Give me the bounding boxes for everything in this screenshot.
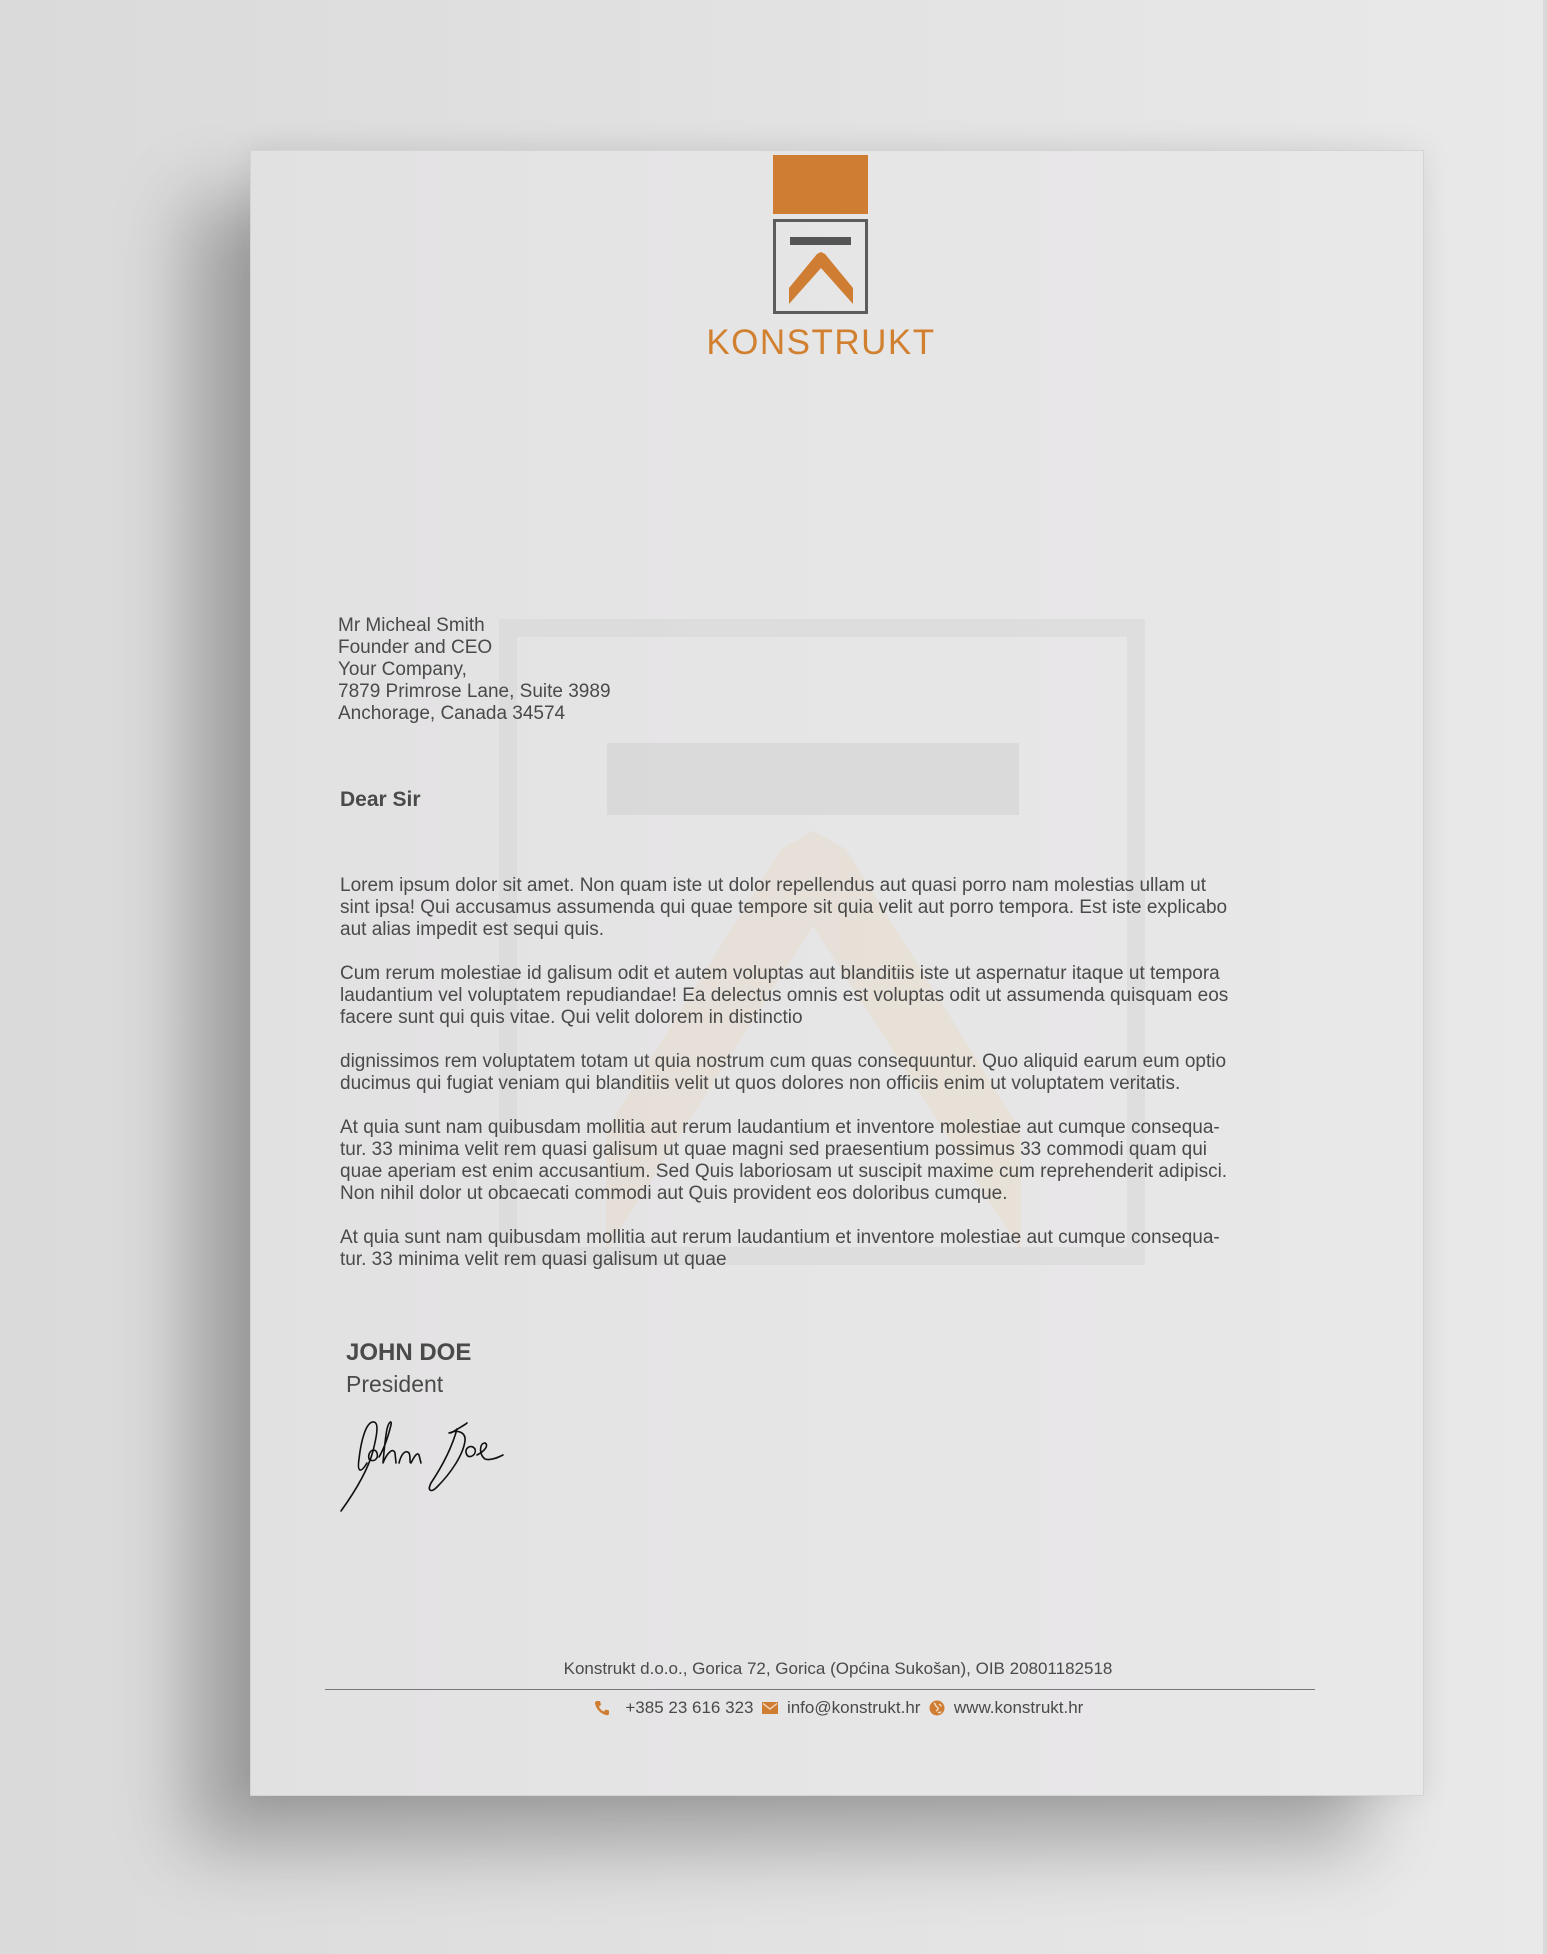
body-line: Cum rerum molestiae id galisum odit et autem voluptas aut blanditiis iste ut aspernatur itaque ut tempora xyxy=(340,963,1220,984)
body-line: Lorem ipsum dolor sit amet. Non quam iste ut dolor repellendus aut quasi porro nam molestias ullam ut xyxy=(340,875,1206,896)
body-line: tur. 33 minima velit rem quasi galisum ut quae xyxy=(340,1249,727,1270)
paragraph xyxy=(340,963,1340,1029)
globe-icon xyxy=(929,1698,945,1718)
paragraph xyxy=(340,1051,1340,1095)
logo-chevron-icon xyxy=(789,252,853,304)
watermark-bar xyxy=(607,743,1019,815)
letterhead-page xyxy=(250,150,1424,1796)
paragraph xyxy=(340,1227,1340,1271)
signer-name: JOHN DOE xyxy=(346,1339,472,1366)
paragraph xyxy=(340,1117,1340,1205)
recipient-city: Anchorage, Canada 34574 xyxy=(338,703,566,724)
brand-name: KONSTRUKT xyxy=(706,323,936,362)
body-line: aut alias impedit est sequi quis. xyxy=(340,919,605,940)
handwritten-signature xyxy=(339,1411,539,1521)
footer-divider xyxy=(325,1689,1315,1690)
footer-phone[interactable]: +385 23 616 323 xyxy=(625,1697,754,1717)
body-line: dignissimos rem voluptatem totam ut quia nostrum cum quas consequuntur. Quo aliquid earum eum optio xyxy=(340,1051,1227,1072)
letter-body xyxy=(340,875,1340,1293)
recipient-address xyxy=(338,615,611,725)
body-line: ducimus qui fugiat veniam qui blanditiis velit ut quos dolores non officiis enim ut voluptatem veritatis. xyxy=(340,1073,1181,1094)
logo-orange-block xyxy=(773,155,868,214)
body-line: tur. 33 minima velit rem quasi galisum ut quae magni sed praesentium possimus 33 commodi quam qui xyxy=(340,1139,1208,1160)
footer-company-line: Konstrukt d.o.o., Gorica 72, Gorica (Općina Sukošan), OIB 20801182518 xyxy=(563,1659,1113,1678)
logo-bar xyxy=(790,237,851,245)
body-line: quae aperiam est enim accusantium. Sed Quis laboriosam ut suscipit maxime cum reprehenderit adipisci. xyxy=(340,1161,1228,1182)
body-line: Non nihil dolor ut obcaecati commodi aut Quis provident eos doloribus cumque. xyxy=(340,1183,1008,1204)
signer-title: President xyxy=(346,1371,444,1397)
recipient-title: Founder and CEO xyxy=(338,637,493,658)
background-edge xyxy=(1543,0,1547,1954)
recipient-name: Mr Micheal Smith xyxy=(338,615,485,636)
envelope-icon xyxy=(762,1698,778,1718)
footer-contacts xyxy=(251,1697,1425,1718)
company-logo xyxy=(773,155,868,314)
body-line: sint ipsa! Qui accusamus assumenda qui quae tempore sit quia velit aut porro tempora. Est iste explicabo xyxy=(340,897,1228,918)
body-line: laudantium vel voluptatem repudiandae! Ea delectus omnis est voluptas odit ut assumenda quisquam eos xyxy=(340,985,1229,1006)
recipient-company: Your Company, xyxy=(338,659,467,680)
body-line: At quia sunt nam quibusdam mollitia aut rerum laudantium et inventore molestiae aut cumque consequa- xyxy=(340,1117,1220,1138)
paragraph xyxy=(340,875,1340,941)
footer-website[interactable]: www.konstrukt.hr xyxy=(953,1697,1084,1717)
footer-email[interactable]: info@konstrukt.hr xyxy=(786,1697,921,1717)
greeting: Dear Sir xyxy=(340,788,421,811)
body-line: facere sunt qui quis vitae. Qui velit dolorem in distinctio xyxy=(340,1007,803,1028)
recipient-street: 7879 Primrose Lane, Suite 3989 xyxy=(338,681,611,702)
logo-frame xyxy=(773,219,868,314)
phone-icon xyxy=(593,1698,611,1718)
body-line: At quia sunt nam quibusdam mollitia aut rerum laudantium et inventore molestiae aut cumque consequa- xyxy=(340,1227,1220,1248)
